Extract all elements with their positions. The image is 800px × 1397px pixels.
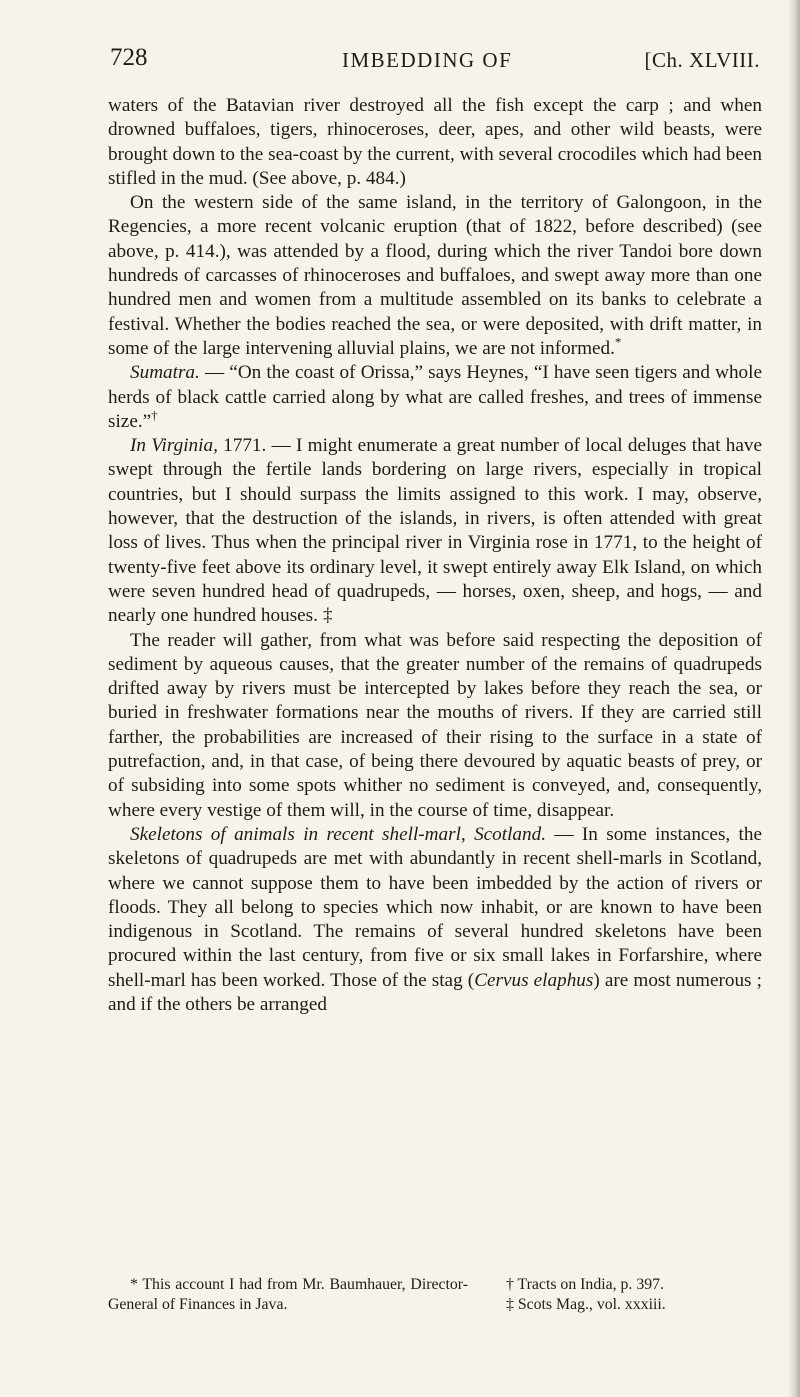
paragraph-sediment: [108, 629, 762, 823]
section-heading-shell-marl: Skeletons of animals in recent shell-marl, Scotland.: [130, 823, 547, 845]
footnote-marker: ‡: [322, 605, 333, 627]
paragraph-virginia: [108, 434, 762, 628]
paragraph-shell-marl: [108, 823, 762, 1017]
paragraph-sumatra: [108, 361, 762, 434]
footnote-baumhauer: * This account I had from Mr. Baumhauer, Director-General of Finances in Java.: [108, 1276, 468, 1313]
paragraph-text: On the western side of the same island, in the territory of Galongoon, in the Regencies, a more recent volcanic eruption (that of 1822, before described) (see above, p. 414.), was attended by a flood, during which the river Tandoi bore down hundreds of carcasses of rhinoceroses and buffaloes, and swept away more than one hundred men and women from a multitude assembled on its banks to celebrate a festival. Whether the bodies reached the sea, or were deposited, with drift matter, in some of the large intervening alluvial plains, we are not informed.: [108, 192, 762, 359]
footnote-column-right: [492, 1275, 762, 1315]
section-heading-sumatra: Sumatra.: [130, 362, 200, 384]
species-name: Cervus elaphus: [474, 969, 594, 991]
paragraph-text: The reader will gather, from what was before said respecting the deposition of sediment by aqueous causes, that the greater number of the remains of quadrupeds drifted away by rivers must be intercepted by lakes before they reach the sea, or buried in freshwater formations near the mouths of rivers. If they are carried still farther, the probabilities are increased of their rising to the surface in a state of putrefaction, and, in that case, of being there devoured by aquatic beasts of prey, or of subsiding into some spots whither no sediment is conveyed, and, consequently, where every vestige of them will, in the course of time, disappear.: [108, 629, 762, 821]
running-head: [110, 44, 760, 78]
paragraph-text: waters of the Batavian river destroyed all the fish except the carp ; and when drowned buffaloes, tigers, rhinoceroses, deer, apes, and other wild beasts, were brought down to the sea-coast by the current, with several crocodiles which had been stifled in the mud. (See above, p. 484.): [108, 95, 762, 189]
page-edge-shadow: [788, 0, 800, 1397]
paragraph-text: — In some instances, the skeletons of quadrupeds are met with abundantly in recent shell-marls in Scotland, where we cannot suppose them to have been imbedded by the action of rivers or floods. They all belong to species which now inhabit, or are known to have been indigenous in Scotland. The remains of several hundred skeletons have been procured within the last century, from five or six small lakes in Forfarshire, where shell-marl has been worked. Those of the stag (: [108, 823, 762, 991]
paragraph-text: 1771. — I might enumerate a great number of local deluges that have swept through the fertile lands bordering on large rivers, especially in tropical countries, but I should surpass the limits assigned to this work. I may, observe, however, that the destruction of the islands, in rivers, is often attended with great loss of lives. Thus when the principal river in Virginia rose in 1771, to the height of twenty-five feet above its ordinary level, it swept entirely away Elk Island, on which were seven hundred head of quadrupeds, — horses, oxen, sheep, and hogs, — and nearly one hundred houses.: [108, 435, 762, 627]
chapter-label: [Ch. XLVIII.: [644, 48, 760, 72]
paragraph-batavian-river: [108, 94, 762, 191]
page-number: 728: [110, 44, 148, 71]
footnote-marker: †: [151, 407, 158, 423]
footnote-marker: *: [614, 334, 622, 350]
footnote-tracts-india: † Tracts on India, p. 397.: [506, 1276, 664, 1293]
body-text: [108, 94, 762, 1017]
running-title: IMBEDDING OF: [342, 48, 513, 72]
paragraph-text-end: ) are most numerous ; and if the others be arranged: [108, 969, 762, 1015]
footnote-scots-mag: ‡ Scots Mag., vol. xxxiii.: [506, 1296, 666, 1313]
paragraph-text: — “On the coast of Orissa,” says Heynes, “I have seen tigers and whole herds of black cattle carried along by what are called freshes, and trees of immense size.”: [108, 362, 762, 432]
section-heading-virginia: In Virginia,: [130, 435, 218, 457]
paragraph-galongoon: [108, 191, 762, 361]
